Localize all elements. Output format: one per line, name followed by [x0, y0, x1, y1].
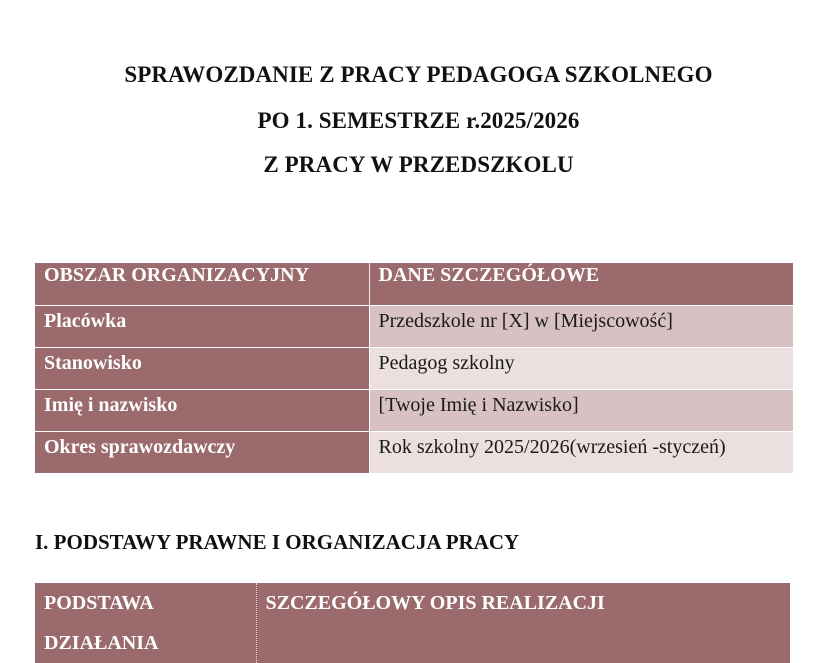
row-value: Pedagog szkolny [369, 347, 793, 389]
column-header-area: OBSZAR ORGANIZACYJNY [35, 263, 369, 305]
row-label: Stanowisko [35, 347, 369, 389]
legal-basis-table [35, 583, 790, 663]
row-value: [Twoje Imię i Nazwisko] [369, 389, 793, 431]
table-header-row [35, 583, 790, 663]
row-label: Okres sprawozdawczy [35, 431, 369, 473]
column-header-description: SZCZEGÓŁOWY OPIS REALIZACJI [256, 583, 790, 663]
row-value: Rok szkolny 2025/2026(wrzesień -styczeń) [369, 431, 793, 473]
table-row [35, 347, 793, 389]
document-title-line-2: PO 1. SEMESTRZE r.2025/2026 [257, 108, 580, 133]
row-value: Przedszkole nr [X] w [Miejscowość] [369, 305, 793, 347]
document-title-line-3: Z PRACY W PRZEDSZKOLU [263, 152, 574, 177]
section-heading: I. PODSTAWY PRAWNE I ORGANIZACJA PRACY [35, 530, 520, 554]
table-row [35, 431, 793, 473]
table-row [35, 305, 793, 347]
organizational-info-table [35, 263, 793, 474]
column-header-details: DANE SZCZEGÓŁOWE [369, 263, 793, 305]
row-label: Placówka [35, 305, 369, 347]
row-label: Imię i nazwisko [35, 389, 369, 431]
document-title-line-1: SPRAWOZDANIE Z PRACY PEDAGOGA SZKOLNEGO [124, 62, 713, 87]
table-header-row [35, 263, 793, 305]
table-row [35, 389, 793, 431]
column-header-basis: PODSTAWA DZIAŁANIA [35, 583, 256, 663]
